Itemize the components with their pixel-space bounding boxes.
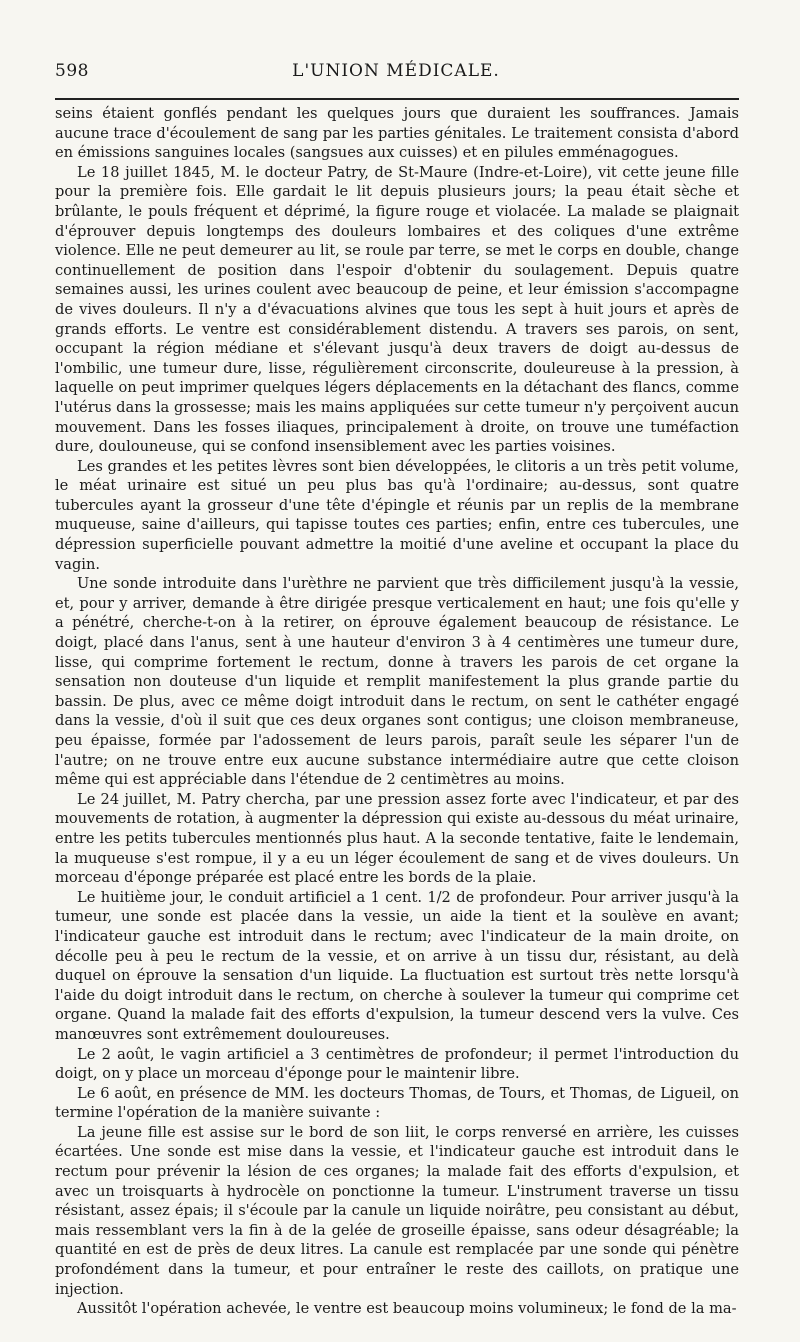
paragraph: La jeune fille est assise sur le bord de son liit, le corps renversé en arrière, les cuisses écartées. Une sonde est mise dans la vessie, et l'indicateur gauche est introduit dans le rectum pour prévenir la lésion de ces organes; la malade fait des efforts d'expulsion, et avec un troisquarts à hydrocèle on ponctionne la tumeur. L'instrument traverse un tissu résistant, assez épais; il s'écoule par la canule un liquide noirâtre, peu consistant au début, mais ressemblant vers la fin à de la gelée de groseille épaisse, sans odeur désagréable; la quantité en est de près de deux litres. La canule est remplacée par une sonde qui pénètre profondément dans la tumeur, et pour entraîner le reste des caillots, on pratique une injection. [55, 1123, 739, 1298]
paragraph: Une sonde introduite dans l'urèthre ne parvient que très difficilement jusqu'à la vessie, et, pour y arriver, demande à être dirigée presque verticalement en haut; une fois qu'elle y a pénétré, cherche-t-on à la retirer, on éprouve également beaucoup de résistance. Le doigt, placé dans l'anus, sent à une hauteur d'environ 3 à 4 centimères une tumeur dure, lisse, qui comprime fortement le rectum, donne à travers les parois de cet organe la sensation non douteuse d'un liquide et remplit manifestement la plus grande partie du bassin. De plus, avec ce même doigt introduit dans le rectum, on sent le cathéter engagé dans la vessie, d'où il suit que ces deux organes sont contigus; une cloison membraneuse, peu épaisse, formée par l'adossement de leurs parois, paraît seule les séparer l'un de l'autre; on ne trouve entre eux aucune substance intermédiaire autre que cette cloison même qui est appréciable dans l'étendue de 2 centimètres au moins. [55, 575, 739, 789]
page-header [55, 58, 737, 88]
paragraph: Le 6 août, en présence de MM. les docteurs Thomas, de Tours, et Thomas, de Ligueil, on termine l'opération de la manière suivante : [55, 1084, 739, 1122]
paragraph: Le 2 août, le vagin artificiel a 3 centimètres de profondeur; il permet l'introduction du doigt, on y place un morceau d'éponge pour le maintenir libre. [55, 1045, 739, 1083]
header-rule [55, 98, 739, 100]
paragraph: Le huitième jour, le conduit artificiel a 1 cent. 1/2 de profondeur. Pour arriver jusqu'à la tumeur, une sonde est placée dans la vessie, un aide la tient et la soulève en avant; l'indicateur gauche est introduit dans le rectum; avec l'indicateur de la main droite, on décolle peu à peu le rectum de la vessie, et on arrive à un tissu dur, résistant, au delà duquel on éprouve la sensation d'un liquide. La fluctuation est surtout très nette lorsqu'à l'aide du doigt introduit dans le rectum, on cherche à soulever la tumeur qui comprime cet organe. Quand la malade fait des efforts d'expulsion, la tumeur descend vers la vulve. Ces manœuvres sont extrêmement douloureuses. [55, 888, 739, 1043]
paragraph: seins étaient gonflés pendant les quelques jours que duraient les souffrances. Jamais aucune trace d'écoulement de sang par les parties génitales. Le traitement consista d'abord en émissions sanguines locales (sangsues aux cuisses) et en pilules emménagogues. [55, 105, 739, 162]
paragraph: Le 24 juillet, M. Patry chercha, par une pression assez forte avec l'indicateur, et par des mouvements de rotation, à augmenter la dépression qui existe au-dessous du méat urinaire, entre les petits tubercules mentionnés plus haut. A la seconde tentative, faite le lendemain, la muqueuse s'est rompue, il y a eu un léger écoulement de sang et de vives douleurs. Un morceau d'éponge préparée est placé entre les bords de la plaie. [55, 790, 739, 887]
article-body [55, 104, 739, 1319]
paragraph: Aussitôt l'opération achevée, le ventre est beaucoup moins volumineux; le fond de la ma- [77, 1300, 737, 1318]
journal-title: L'UNION MÉDICALE. [292, 61, 500, 81]
paragraph: Les grandes et les petites lèvres sont bien développées, le clitoris a un très petit volume, le méat urinaire est situé un peu plus bas qu'à l'ordinaire; au-dessus, sont quatre tubercules ayant la grosseur d'une tête d'épingle et réunis par un replis de la membrane muqueuse, saine d'ailleurs, qui tapisse toutes ces parties; enfin, entre ces tubercules, une dépression superficielle pouvant admettre la moitié d'une aveline et occupant la place du vagin. [55, 457, 739, 573]
page-number: 598 [55, 61, 89, 81]
paragraph: Le 18 juillet 1845, M. le docteur Patry, de St-Maure (Indre-et-Loire), vit cette jeune fille pour la première fois. Elle gardait le lit depuis plusieurs jours; la peau était sèche et brûlante, le pouls fréquent et déprimé, la figure rouge et violacée. La malade se plaignait d'éprouver depuis longtemps des douleurs lombaires et des coliques d'une extrême violence. Elle ne peut demeurer au lit, se roule par terre, se met le corps en double, change continuellement de position dans l'espoir d'obtenir du soulagement. Depuis quatre semaines aussi, les urines coulent avec beaucoup de peine, et leur émission s'accompagne de vives douleurs. Il n'y a d'évacuations alvines que tous les sept à huit jours et après de grands efforts. Le ventre est considérablement distendu. A travers ses parois, on sent, occupant la région médiane et s'élevant jusqu'à deux travers de doigt au-dessus de l'ombilic, une tumeur dure, lisse, régulièrement circonscrite, douleureuse à la pression, à laquelle on peut imprimer quelques légers déplacements en la détachant des flancs, comme l'utérus dans la grossesse; mais les mains appliquées sur cette tumeur n'y perçoivent aucun mouvement. Dans les fosses iliaques, principalement à droite, on trouve une tuméfaction dure, doulouneuse, qui se confond insensiblement avec les parties voisines. [55, 163, 739, 456]
